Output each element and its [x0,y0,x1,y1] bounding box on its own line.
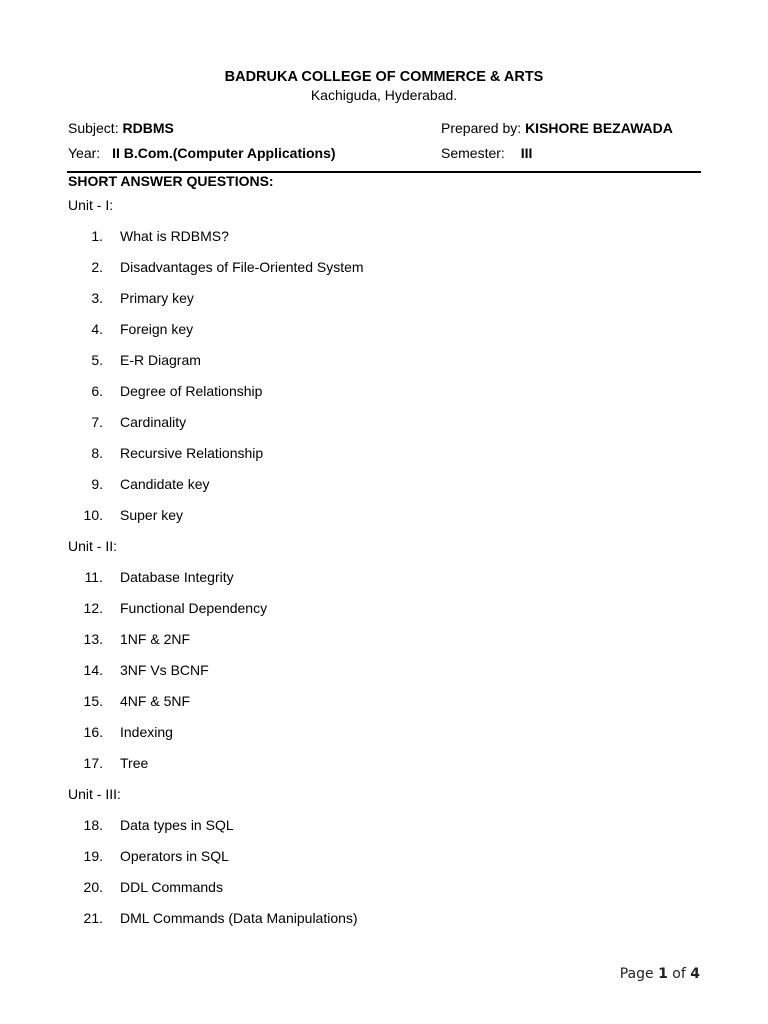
question-text: What is RDBMS? [120,228,229,244]
section-title: SHORT ANSWER QUESTIONS: [68,173,274,189]
unit-heading: Unit - I: [68,197,114,213]
question-text: 1NF & 2NF [120,631,191,647]
question-text: 4NF & 5NF [120,693,191,709]
question-text: 3NF Vs BCNF [120,662,209,678]
question-number: 16. [83,724,103,740]
document-header [0,68,768,104]
prepared-by-line [441,119,673,137]
question-text: Tree [120,755,149,771]
question-number: 14. [83,662,103,678]
question-text: Disadvantages of File-Oriented System [120,259,364,275]
subject-value: RDBMS [122,120,174,136]
question-number: 12. [83,600,103,616]
year-label: Year: [68,145,101,161]
question-number: 18. [83,817,103,833]
question-text: Recursive Relationship [120,445,264,461]
semester-label: Semester: [441,145,505,161]
question-text: Primary key [120,290,194,306]
question-number: 19. [83,848,103,864]
question-number: 3. [91,290,103,306]
question-text: Candidate key [120,476,210,492]
question-number: 13. [83,631,103,647]
question-number: 8. [91,445,103,461]
page-word: Page [619,966,654,982]
question-text: DML Commands (Data Manipulations) [120,910,358,926]
question-number: 17. [83,755,103,771]
question-text: Foreign key [120,321,194,337]
question-text: E-R Diagram [120,352,201,368]
page-footer [620,966,700,982]
question-number: 1. [91,228,103,244]
unit-heading: Unit - III: [68,786,121,802]
current-page: 1 [658,966,668,982]
question-text: Cardinality [120,414,187,430]
year-value: II B.Com.(Computer Applications) [112,145,336,161]
semester-line [441,144,532,162]
college-location: Kachiguda, Hyderabad. [310,87,458,103]
question-text: Super key [120,507,184,523]
question-text: Data types in SQL [120,817,234,833]
question-text: Indexing [120,724,173,740]
subject-label: Subject: [68,120,119,136]
question-text: Database Integrity [120,569,234,585]
total-pages: 4 [690,966,700,982]
question-number: 20. [83,879,103,895]
question-text: Functional Dependency [120,600,268,616]
question-text: DDL Commands [120,879,223,895]
of-word: of [672,966,686,982]
question-text: Operators in SQL [120,848,229,864]
question-number: 9. [91,476,103,492]
question-number: 6. [91,383,103,399]
college-name: BADRUKA COLLEGE OF COMMERCE & ARTS [224,69,544,85]
question-number: 10. [83,507,103,523]
prepared-by-value: KISHORE BEZAWADA [525,120,673,136]
question-number: 2. [91,259,103,275]
year-line [68,144,336,162]
question-text: Degree of Relationship [120,383,263,399]
question-number: 21. [83,910,103,926]
question-number: 7. [91,414,103,430]
question-number: 11. [84,569,103,585]
question-number: 5. [91,352,103,368]
question-number: 15. [83,693,103,709]
prepared-by-label: Prepared by: [441,120,522,136]
semester-value: III [520,145,533,161]
unit-heading: Unit - II: [68,538,118,554]
question-number: 4. [91,321,103,337]
subject-line [68,119,174,137]
